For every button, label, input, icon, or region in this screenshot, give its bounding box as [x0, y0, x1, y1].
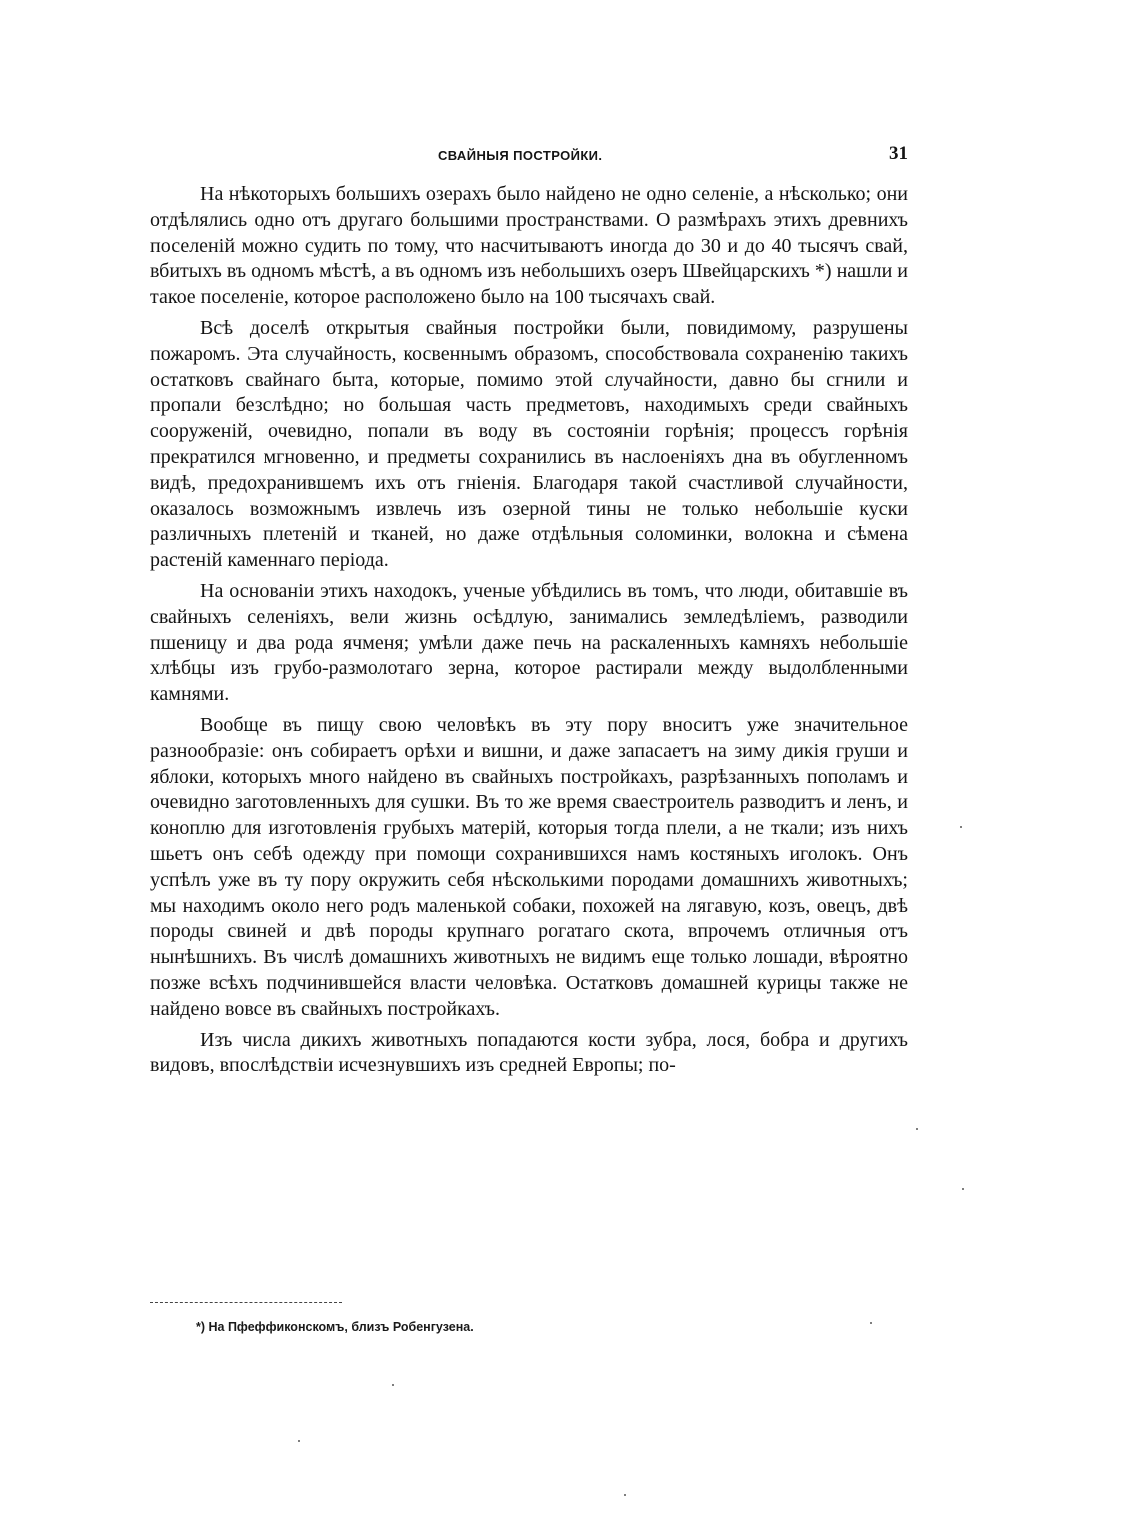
paragraph-1: На нѣкоторыхъ большихъ озерахъ было найдено не одно селеніе, а нѣсколько; они отдѣлялись одно отъ другаго большими пространствами. О размѣрахъ этихъ древнихъ поселеній можно судить по тому, что насчитываютъ иногда до 30 и до 40 тысячъ свай, вбитыхъ въ одномъ мѣстѣ, а въ одномъ изъ небольшихъ озеръ Швейцарскихъ *) нашли и такое поселеніе, которое расположено было на 100 тысячахъ свай.: [150, 183, 908, 309]
print-speck: [870, 1322, 872, 1324]
paragraph-4: Вообще въ пищу свою человѣкъ въ эту пору вноситъ уже значительное разнообразіе: онъ собираетъ орѣхи и вишни, и даже запасаетъ на зиму дикія груши и яблоки, которыхъ много найдено въ свайныхъ постройкахъ, разрѣзанныхъ пополамъ и очевидно заготовленныхъ для сушки. Въ то же время сваестроитель разводитъ и ленъ, и коноплю для изготовленія грубыхъ матерій, которыя тогда плели, а не ткали; изъ нихъ шьетъ онъ себѣ одежду при помощи сохранившихся намъ костяныхъ иголокъ. Онъ успѣлъ уже въ ту пору окружить себя нѣсколькими породами домашнихъ животныхъ; мы находимъ около него родъ маленькой собаки, похожей на лягавую, козъ, овецъ, двѣ породы свиней и двѣ породы крупнаго рогатаго скота, впрочемъ отличныя отъ нынѣшнихъ. Въ числѣ домашнихъ животныхъ не видимъ еще только лошади, вѣроятно позже всѣхъ подчинившейся власти человѣка. Остатковъ домашней курицы также не найдено вовсе въ свайныхъ постройкахъ.: [150, 713, 908, 1020]
print-speck: [916, 1128, 918, 1130]
footnote-separator: [150, 1302, 342, 1303]
print-speck: [298, 1440, 300, 1442]
paragraph-3: На основаніи этихъ находокъ, ученые убѣдились въ томъ, что люди, обитавшіе въ свайныхъ селеніяхъ, вели жизнь осѣдлую, занимались земледѣліемъ, разводили пшеницу и два рода ячменя; умѣли даже печь на раскаленныхъ камняхъ небольшіе хлѣбцы изъ грубо-размолотаго зерна, которое растирали между выдолбленными камнями.: [150, 579, 908, 706]
running-title: СВАЙНЫЯ ПОСТРОЙКИ.: [438, 148, 603, 163]
paragraph-2: Всѣ доселѣ открытыя свайныя постройки были, повидимому, разрушены пожаромъ. Эта случайность, косвеннымъ образомъ, способствовала сохраненію такихъ остатковъ свайнаго быта, которые, помимо этой случайности, давно бы сгнили и пропали безслѣдно; но большая часть предметовъ, находимыхъ среди свайныхъ сооруженій, очевидно, попали въ воду въ состояніи горѣнія; процессъ горѣнія прекратился мгновенно, и предметы сохранились въ наслоеніяхъ дна въ обугленномъ видѣ, предохранившемъ ихъ отъ гніенія. Благодаря такой счастливой случайности, оказалось возможнымъ извлечь изъ озерной тины не только небольшіе куски различныхъ плетеній и тканей, но даже отдѣльныя соломинки, волокна и сѣмена растеній каменнаго періода.: [150, 316, 908, 572]
print-speck: [624, 1494, 626, 1496]
print-speck: [392, 1384, 394, 1386]
print-speck: [960, 826, 962, 828]
page-header: [150, 143, 908, 166]
print-speck: [962, 1188, 964, 1190]
body-text: [150, 182, 908, 1084]
page-number: 31: [889, 143, 908, 164]
footnote: *) На Пфеффиконскомъ, близъ Робенгузена.: [196, 1320, 474, 1334]
paragraph-5: Изъ числа дикихъ животныхъ попадаются кости зубра, лося, бобра и другихъ видовъ, впослѣдствіи исчезнувшихъ изъ средней Европы; по-: [150, 1028, 908, 1077]
